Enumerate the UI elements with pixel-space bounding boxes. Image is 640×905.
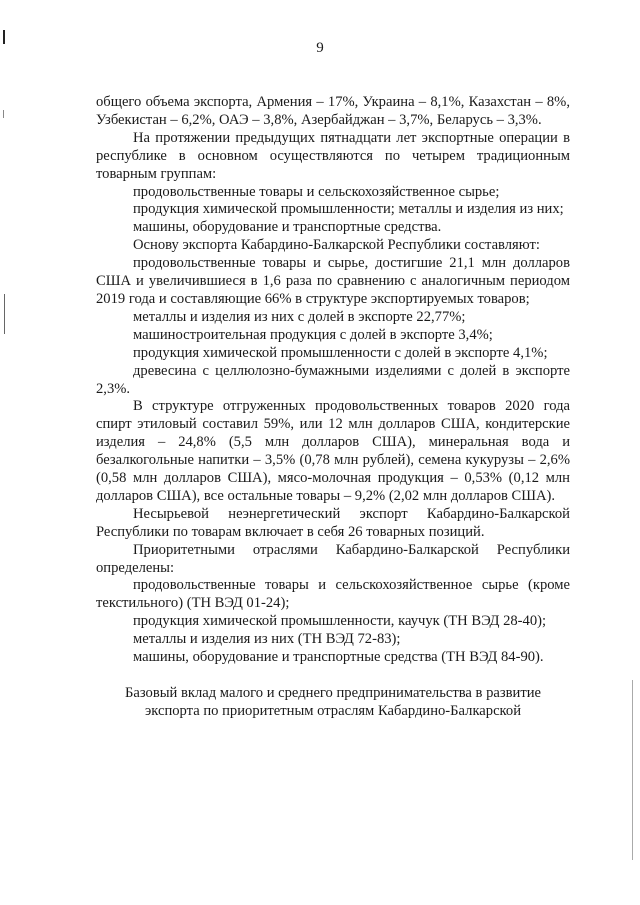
paragraph-traditional-groups: На протяжении предыдущих пятнадцати лет экспортные операции в республике в основном осуществляются по четырем традиционным товарным группам: [96, 129, 570, 182]
list-item: продукция химической промышленности; металлы и изделия из них; [133, 201, 564, 218]
list-item: машиностроительная продукция с долей в экспорте 3,4%; [133, 326, 493, 343]
list-item: металлы и изделия из них с долей в экспорте 22,77%; [133, 308, 466, 325]
paragraph-export-partners: общего объема экспорта, Армения – 17%, Украина – 8,1%, Казахстан – 8%, Узбекистан – 6,2%, ОАЭ – 3,8%, Азербайджан – 3,7%, Беларусь – 3,3%. [96, 94, 570, 128]
list-item: машины, оборудование и транспортные средства (ТН ВЭД 84-90). [133, 649, 544, 666]
paragraph-food-structure: В структуре отгруженных продовольственных товаров 2020 года спирт этиловый составил 59%, или 12 млн долларов США, кондитерские изделия – 24,8% (5,5 млн долларов США), минеральная вода и безалкогольные напитки – 3,5% (0,78 млн рублей), семена кукурузы – 2,6% (0,58 млн долларов США), мясо-молочная продукция – 0,53% (0,12 млн долларов США), все остальные товары – 9,2% (2,02 млн долларов США). [96, 398, 570, 504]
scan-edge-mark [3, 30, 5, 44]
list-item: продовольственные товары и сельскохозяйственное сырье (кроме текстильного) (ТН ВЭД 01-24); [96, 577, 570, 612]
scan-edge-mark [3, 110, 4, 118]
list-item: машины, оборудование и транспортные средства. [133, 219, 442, 236]
list-item: металлы и изделия из них (ТН ВЭД 72-83); [133, 631, 401, 648]
list-item: древесина с целлюлозно-бумажными изделиями с долей в экспорте 2,3%. [96, 362, 570, 397]
list-item: продовольственные товары и сельскохозяйственное сырье; [133, 183, 500, 200]
paragraph-non-resource-export: Несырьевой неэнергетический экспорт Кабардино-Балкарской Республики по товарам включает в себя 26 товарных позиций. [96, 505, 570, 540]
body-text [96, 94, 570, 721]
list-item: продукция химической промышленности, каучук (ТН ВЭД 28-40); [133, 613, 547, 630]
section-heading: Базовый вклад малого и среднего предпринимательства в развитие экспорта по приоритетным отраслям Кабардино-Балкарской [125, 685, 541, 719]
paragraph-priority-sectors: Приоритетными отраслями Кабардино-Балкарской Республики определены: [96, 541, 570, 576]
page-number: 9 [316, 40, 324, 56]
scan-edge-mark [4, 294, 5, 334]
scan-edge-mark [632, 680, 633, 860]
list-item: продукция химической промышленности с долей в экспорте 4,1%; [133, 344, 548, 361]
list-item: продовольственные товары и сырье, достигшие 21,1 млн долларов США и увеличившиеся в 1,6 раза по сравнению с аналогичным периодом 2019 года и составляющие 66% в структуре экспортируемых товаров; [96, 255, 570, 307]
paragraph-export-basis: Основу экспорта Кабардино-Балкарской Республики составляют: [133, 237, 540, 254]
